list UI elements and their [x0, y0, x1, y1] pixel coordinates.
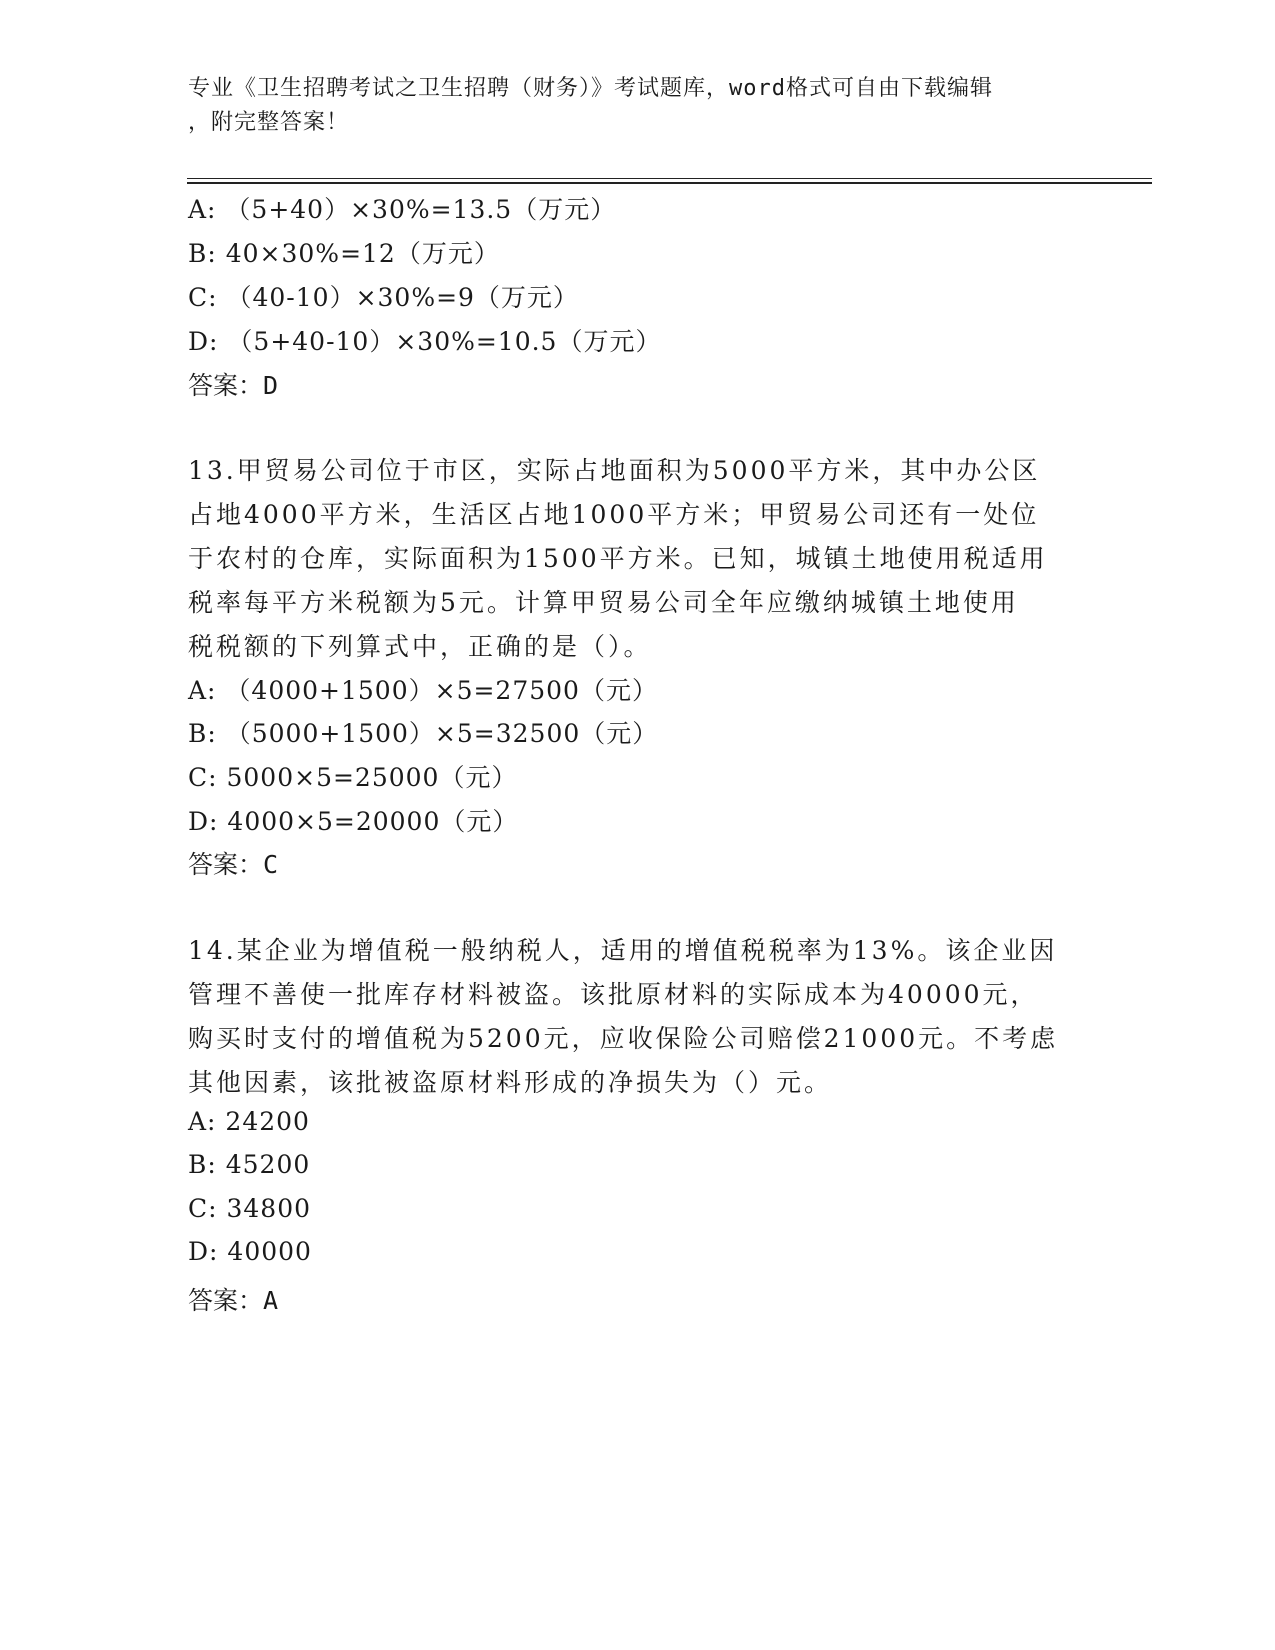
q14-text-line-3: 购买时支付的增值税为5200元，应收保险公司赔偿21000元。不考虑: [188, 1024, 1059, 1053]
document-header: [188, 72, 1088, 140]
q12-option-a: A: （5+40）×30%=13.5（万元）: [188, 195, 617, 224]
q14-text-line-4: 其他因素，该批被盗原材料形成的净损失为（）元。: [188, 1068, 833, 1097]
header-line-2: ，附完整答案！: [188, 110, 350, 135]
q14-option-b: B: 45200: [188, 1150, 311, 1179]
q13-answer: 答案：C: [188, 850, 279, 879]
q14-option-d: D: 40000: [188, 1237, 312, 1266]
q14-answer: 答案：A: [188, 1286, 279, 1315]
q14-option-a: A: 24200: [188, 1107, 310, 1136]
q13-text-line-4: 税率每平方米税额为5元。计算甲贸易公司全年应缴纳城镇土地使用: [188, 588, 1019, 617]
q12-option-c: C: （40-10）×30%=9（万元）: [188, 283, 579, 312]
q12-option-d: D: （5+40-10）×30%=10.5（万元）: [188, 327, 662, 356]
q12-answer: 答案：D: [188, 371, 279, 400]
q14-text-line-1: 14.某企业为增值税一般纳税人，适用的增值税税率为13%。该企业因: [188, 936, 1058, 965]
q14-text-line-2: 管理不善使一批库存材料被盗。该批原材料的实际成本为40000元，: [188, 980, 1039, 1009]
q14-option-c: C: 34800: [188, 1194, 312, 1223]
q13-text-line-1: 13.甲贸易公司位于市区，实际占地面积为5000平方米，其中办公区: [188, 456, 1041, 485]
q13-text-line-5: 税税额的下列算式中，正确的是（）。: [188, 632, 652, 661]
header-divider-thick: [187, 182, 1152, 184]
q13-option-a: A: （4000+1500）×5=27500（元）: [188, 676, 658, 705]
q12-option-b: B: 40×30%=12（万元）: [188, 239, 500, 268]
header-line-1: 专业《卫生招聘考试之卫生招聘（财务）》考试题库，word格式可自由下载编辑: [188, 76, 993, 101]
q13-option-b: B: （5000+1500）×5=32500（元）: [188, 719, 659, 748]
q13-option-d: D: 4000×5=20000（元）: [188, 807, 519, 836]
q13-option-c: C: 5000×5=25000（元）: [188, 763, 518, 792]
q13-text-line-2: 占地4000平方米，生活区占地1000平方米；甲贸易公司还有一处位: [188, 500, 1040, 529]
header-divider-thin: [187, 178, 1152, 179]
q13-text-line-3: 于农村的仓库，实际面积为1500平方米。已知，城镇土地使用税适用: [188, 544, 1048, 573]
